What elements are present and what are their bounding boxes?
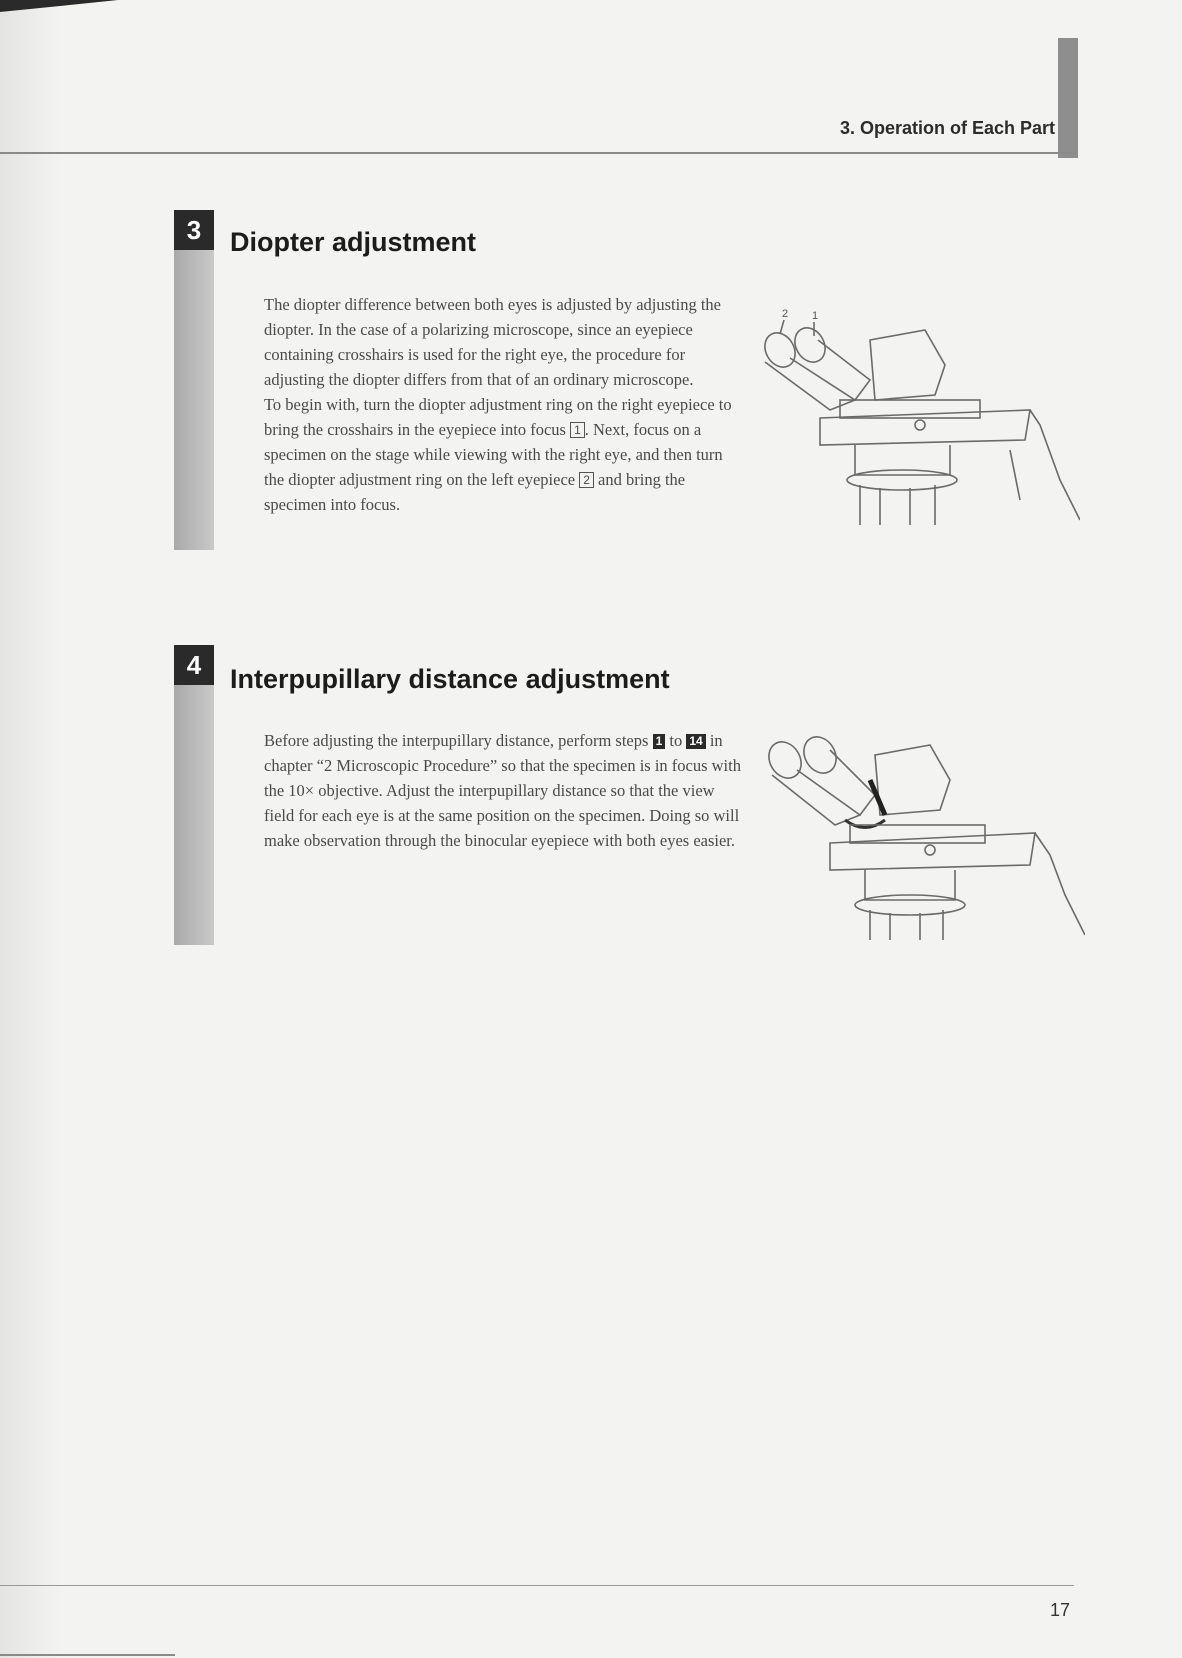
section-3-body <box>264 292 744 517</box>
section-4-title: Interpupillary distance adjustment <box>230 664 670 694</box>
section-3-number: 3 <box>174 210 214 250</box>
paragraph-text: . Next, focus on a specimen on the stage while viewing with the right eye, and then turn the diopter adjustment ring on the left eyepiece <box>264 420 723 489</box>
section-4-sidebar <box>174 685 214 945</box>
section-3-paragraph-1: The diopter difference between both eyes is adjusted by adjusting the diopter. In the case of a polarizing microscope, since an eyepiece containing crosshairs is used for the right eye, the procedure for adjusting the diopter differs from that of an ordinary microscope. <box>264 295 721 389</box>
microscope-interpupillary-illustration <box>765 725 1085 945</box>
paragraph-text: in chapter “2 Microscopic Procedure” so that the specimen is in focus with the 10× objective. Adjust the interpupillary distance so that the view field for each eye is at the same position on the specimen. Doing so will make observation through the binocular eyepiece with both eyes easier. <box>264 731 741 850</box>
page-binding-shadow <box>0 0 60 1658</box>
paragraph-text: To begin with, turn the diopter adjustment ring on the right eyepiece to bring the crosshairs in the eyepiece into focus <box>264 395 732 439</box>
chapter-tab <box>1058 38 1078 158</box>
step-1-ref: 1 <box>570 422 585 438</box>
footer-rule <box>0 1585 1074 1586</box>
section-4-body <box>264 728 744 853</box>
step-14-ref: 14 <box>686 734 705 749</box>
section-4-number: 4 <box>174 645 214 685</box>
running-header: 3. Operation of Each Part <box>839 118 1055 138</box>
section-3-paragraph-2 <box>264 392 744 517</box>
step-1-ref: 1 <box>653 734 666 749</box>
callout-2: 2 <box>782 308 789 320</box>
paragraph-text: Before adjusting the interpupillary distance, perform steps <box>264 731 653 750</box>
paragraph-text: to <box>665 731 687 750</box>
step-2-ref: 2 <box>579 472 594 488</box>
section-4-paragraph-1 <box>264 728 744 853</box>
section-3-sidebar <box>174 250 214 550</box>
section-3-title: Diopter adjustment <box>230 227 477 257</box>
page-number: 17 <box>1050 1600 1071 1620</box>
callout-1: 1 <box>812 310 819 322</box>
footer-mark <box>0 1654 175 1656</box>
paragraph-text: and bring the specimen into focus. <box>264 470 686 514</box>
header-rule <box>0 152 1078 154</box>
microscope-diopter-illustration <box>760 300 1080 545</box>
corner-mark <box>0 0 118 12</box>
